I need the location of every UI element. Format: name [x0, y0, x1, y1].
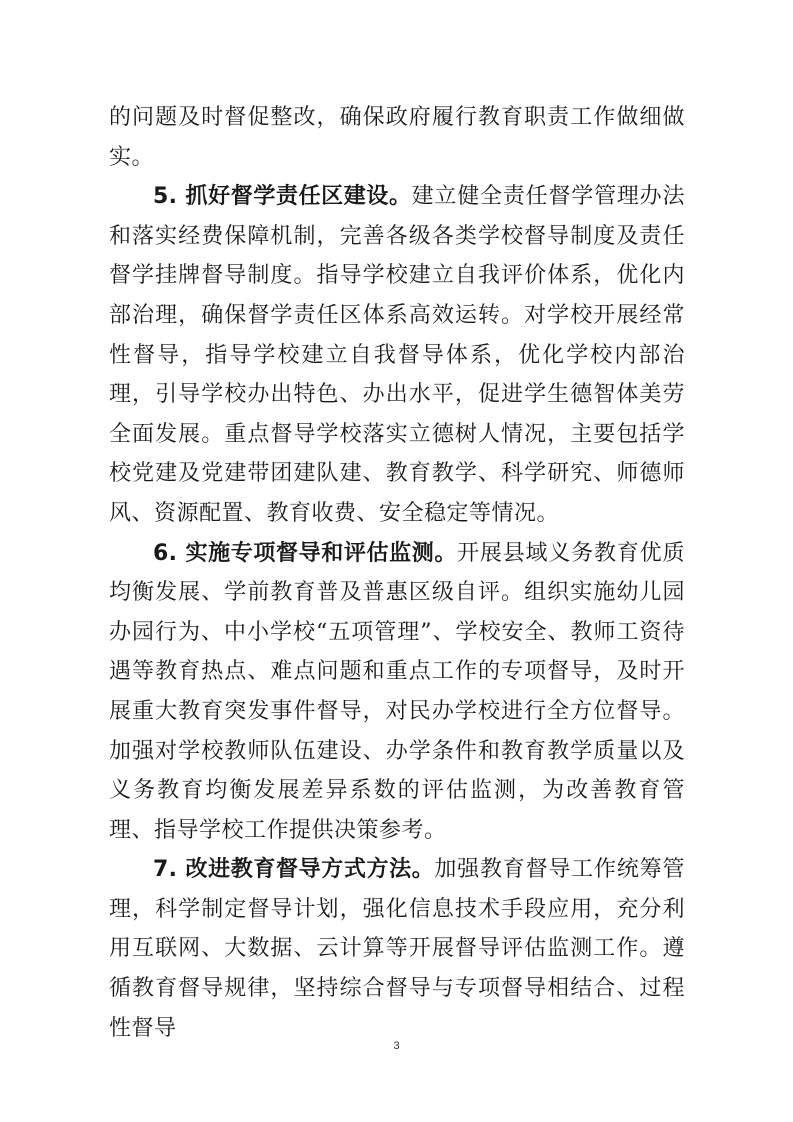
section-heading: 7. 改进教育督导方式方法。: [153, 857, 435, 883]
paragraph-section-5: [109, 177, 685, 533]
section-heading: 6. 实施专项督导和评估监测。: [153, 540, 458, 566]
paragraph-text: 的问题及时督促整改，确保政府履行教育职责工作做细做实。: [109, 105, 685, 170]
page-number: 3: [393, 1040, 400, 1052]
document-body: [109, 98, 685, 1048]
paragraph-continuation: [109, 98, 685, 177]
section-heading: 5. 抓好督学责任区建设。: [153, 184, 412, 210]
paragraph-text: 加强教育督导工作统筹管理，科学制定督导计划，强化信息技术手段应用，充分利用互联网、大数据、云计算等开展督导评估监测工作。遵循教育督导规律，坚持综合督导与专项督导相结合、过程性督导: [109, 857, 685, 1041]
paragraph-section-7: [109, 850, 685, 1048]
paragraph-text: 开展县域义务教育优质均衡发展、学前教育普及普惠区级自评。组织实施幼儿园办园行为、中小学校“五项管理”、学校安全、教师工资待遇等教育热点、难点问题和重点工作的专项督导，及时开展重大教育突发事件督导，对民办学校进行全方位督导。加强对学校教师队伍建设、办学条件和教育教学质量以及义务教育均衡发展差异系数的评估监测，为改善教育管理、指导学校工作提供决策参考。: [109, 540, 685, 843]
paragraph-section-6: [109, 534, 685, 851]
paragraph-text: 建立健全责任督学管理办法和落实经费保障机制，完善各级各类学校督导制度及责任督学挂牌督导制度。指导学校建立自我评价体系，优化内部治理，确保督学责任区体系高效运转。对学校开展经常性督导，指导学校建立自我督导体系，优化学校内部治理，引导学校办出特色、办出水平，促进学生德智体美劳全面发展。重点督导学校落实立德树人情况，主要包括学校党建及党建带团建队建、教育教学、科学研究、师德师风、资源配置、教育收费、安全稳定等情况。: [109, 184, 685, 526]
